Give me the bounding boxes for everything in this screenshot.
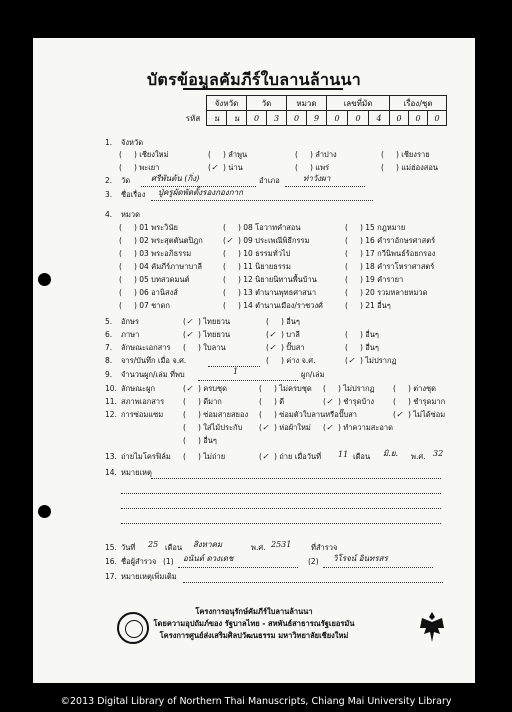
language-option-checked[interactable]: (✓ ) บาลี bbox=[266, 330, 300, 339]
surveyor-label: ชื่อผู้สำรวจ bbox=[121, 557, 157, 566]
code-cell: 3 bbox=[267, 111, 287, 126]
code-cell: 0 bbox=[428, 111, 447, 126]
script-option-checked[interactable]: (✓ ) ไทยยวน bbox=[183, 317, 231, 326]
section-14-number: 14. bbox=[105, 468, 117, 477]
repair-option-checked[interactable]: (✓ ) ไม่ได้ซ่อม bbox=[393, 410, 446, 419]
title-field-line bbox=[151, 200, 373, 201]
category-option[interactable]: ( ) 20 รวมหลายหมวด bbox=[345, 288, 428, 297]
code-cell: น bbox=[207, 111, 227, 126]
surveyor-first-value[interactable]: อนันต์ ดวงเดช bbox=[183, 554, 234, 563]
category-option[interactable]: ( ) 11 นิยายธรรม bbox=[223, 262, 291, 271]
province-option[interactable]: ( ) ลำปาง bbox=[295, 150, 337, 159]
title-field-label: ชื่อเรื่อง bbox=[121, 190, 146, 199]
remarks-line bbox=[151, 478, 441, 479]
category-option[interactable]: ( ) 06 อานิสงส์ bbox=[119, 288, 178, 297]
script-label: อักษร bbox=[121, 317, 140, 326]
category-option[interactable]: ( ) 21 อื่นๆ bbox=[345, 301, 391, 310]
category-label: หมวด bbox=[121, 210, 140, 219]
footer-line-2: โดยความอุปถัมภ์ของ รัฐบาลไทย - สหพันธ์สาธารณรัฐเยอรมัน bbox=[153, 619, 355, 628]
district-line bbox=[285, 186, 365, 187]
code-cell: 4 bbox=[369, 111, 390, 126]
category-option[interactable]: ( ) 12 นิยายนิทานพื้นบ้าน bbox=[223, 275, 317, 284]
section-11-number: 11. bbox=[105, 397, 117, 406]
category-option[interactable]: ( ) 05 บทสวดมนต์ bbox=[119, 275, 190, 284]
completeness-label: ลักษณะผูก bbox=[121, 384, 156, 393]
category-option[interactable]: ( ) 10 ธรรมทั่วไป bbox=[223, 249, 291, 258]
category-option[interactable]: ( ) 18 คำราโหราศาสตร์ bbox=[345, 262, 435, 271]
title-underline bbox=[183, 88, 343, 90]
language-label: ภาษา bbox=[121, 330, 140, 339]
language-option-checked[interactable]: (✓ ) ไทยยวน bbox=[183, 330, 231, 339]
document-type-option[interactable]: ( ) อื่นๆ bbox=[345, 343, 379, 352]
repair-option-checked[interactable]: (✓ ) ห่อผ้าใหม่ bbox=[259, 423, 311, 432]
microfilm-option[interactable]: ( ) ไม่ถ่าย bbox=[183, 452, 226, 461]
completeness-option[interactable]: ( ) ต่างชุด bbox=[393, 384, 436, 393]
category-option[interactable]: ( ) 02 พระสุตตันตปิฎก bbox=[119, 236, 203, 245]
code-cell: 0 bbox=[390, 111, 409, 126]
category-option[interactable]: ( ) 16 คำราอักษรศาสตร์ bbox=[345, 236, 436, 245]
code-cell: 0 bbox=[409, 111, 428, 126]
completeness-option[interactable]: ( ) ไม่ปรากฏ bbox=[323, 384, 375, 393]
category-option[interactable]: ( ) 03 พระอภิธรรม bbox=[119, 249, 192, 258]
survey-date-suffix: ที่สำรวจ bbox=[311, 543, 338, 552]
eagle-emblem-icon bbox=[416, 610, 448, 646]
code-cell: 0 bbox=[247, 111, 267, 126]
script-option[interactable]: ( ) อื่นๆ bbox=[266, 317, 300, 326]
repair-label: การซ่อมแซม bbox=[121, 410, 164, 419]
repair-option[interactable]: ( ) ซ่อมสายสยอง bbox=[183, 410, 249, 419]
code-cell: 0 bbox=[348, 111, 369, 126]
repair-option[interactable]: ( ) ใส่ไม้ประกับ bbox=[183, 423, 243, 432]
category-option[interactable]: ( ) 07 ชาดก bbox=[119, 301, 170, 310]
survey-month-label: เดือน bbox=[165, 543, 183, 552]
section-1-label: จังหวัด bbox=[121, 138, 144, 147]
surveyor-first-line bbox=[178, 567, 298, 568]
district-label: อำเภอ bbox=[259, 176, 280, 185]
code-header-title: เรื่อง/ชุด bbox=[390, 96, 447, 111]
condition-label: สภาพเอกสาร bbox=[121, 397, 165, 406]
punch-hole-bottom bbox=[38, 505, 51, 518]
code-header-province: จังหวัด bbox=[207, 96, 247, 111]
code-cell: น bbox=[227, 111, 247, 126]
temple-line bbox=[141, 186, 256, 187]
microfilm-year-value[interactable]: 32 bbox=[433, 449, 444, 458]
code-cell: 0 bbox=[327, 111, 348, 126]
remarks-line bbox=[121, 523, 441, 524]
microfilm-year-label: พ.ศ. bbox=[411, 452, 426, 461]
title-field-value[interactable]: ปู่ครูผัดพัดตั้งรองกองกาก bbox=[158, 188, 243, 197]
repair-option[interactable]: ( ) อื่นๆ bbox=[183, 436, 217, 445]
remarks-label: หมายเหตุ bbox=[121, 468, 152, 477]
extra-remarks-line bbox=[183, 582, 443, 583]
inscription-date-option-checked[interactable]: (✓ ) ไม่ปรากฏ bbox=[345, 356, 397, 365]
province-option[interactable]: ( ) เชียงราย bbox=[381, 150, 430, 159]
section-17-number: 17. bbox=[105, 572, 117, 581]
temple-value[interactable]: ศรีพันต้น (กิ่ง) bbox=[151, 174, 200, 183]
category-option[interactable]: ( ) 14 ตำนานเมือง/ราชวงศ์ bbox=[223, 301, 323, 310]
section-2-number: 2. bbox=[105, 176, 113, 185]
survey-card bbox=[33, 38, 475, 683]
survey-month-value[interactable]: สิงหาคม bbox=[193, 540, 223, 549]
inscription-date-label: จาร/บันทึก เมื่อ จ.ศ. bbox=[121, 356, 187, 365]
inscription-date-option[interactable]: ( ) ค่าง จ.ศ. bbox=[266, 356, 316, 365]
section-13-number: 13. bbox=[105, 452, 117, 461]
extra-remarks-label: หมายเหตุเพิ่มเติม bbox=[121, 572, 177, 581]
footer-line-1: โครงการอนุรักษ์คัมภีร์ใบลานล้านนา bbox=[195, 607, 313, 616]
repair-option-checked[interactable]: (✓ ) ทำความสะอาด bbox=[323, 423, 393, 432]
condition-option[interactable]: ( ) ดีมาก bbox=[183, 397, 222, 406]
survey-year-label: พ.ศ. bbox=[251, 543, 266, 552]
document-type-label: ลักษณะเอกสาร bbox=[121, 343, 171, 352]
province-option[interactable]: ( ) เชียงใหม่ bbox=[119, 150, 169, 159]
section-15-number: 15. bbox=[105, 543, 117, 552]
province-option[interactable]: ( ) ลำพูน bbox=[208, 150, 248, 159]
copyright-caption: ©2013 Digital Library of Northern Thai Manuscripts, Chiang Mai University Library bbox=[60, 696, 452, 707]
province-option[interactable]: ( ) พะเยา bbox=[119, 163, 160, 172]
surveyor-first-index: (1) bbox=[163, 557, 174, 566]
temple-label: วัด bbox=[121, 176, 131, 185]
code-cell: 0 bbox=[287, 111, 307, 126]
section-5-number: 5. bbox=[105, 317, 113, 326]
condition-option-checked[interactable]: (✓ ) ชำรุดบ้าง bbox=[323, 397, 375, 406]
category-option-checked[interactable]: (✓ ) 09 ประเพณีพิธีกรรม bbox=[223, 236, 310, 245]
section-8-number: 8. bbox=[105, 356, 113, 365]
microfilm-month-value[interactable]: มิ.ย. bbox=[383, 449, 399, 458]
survey-year-value[interactable]: 2531 bbox=[271, 540, 292, 549]
document-type-option[interactable]: ( ) ใบลาน bbox=[183, 343, 226, 352]
category-option[interactable]: ( ) 13 ตำนานพุทธศาสนา bbox=[223, 288, 317, 297]
surveyor-second-value[interactable]: วิโรจน์ อินทรสร bbox=[333, 554, 388, 563]
section-1-number: 1. bbox=[105, 138, 113, 147]
code-table bbox=[180, 95, 447, 126]
condition-option[interactable]: ( ) ดี bbox=[259, 397, 285, 406]
university-seal-icon bbox=[117, 612, 149, 644]
bundle-count-line bbox=[198, 380, 298, 381]
survey-date-label: วันที่ bbox=[121, 543, 136, 552]
section-7-number: 7. bbox=[105, 343, 113, 352]
language-option[interactable]: ( ) อื่นๆ bbox=[345, 330, 379, 339]
section-9-number: 9. bbox=[105, 370, 113, 379]
remarks-line bbox=[121, 493, 441, 494]
category-option[interactable]: ( ) 01 พระวินัย bbox=[119, 223, 178, 232]
footer-line-3: โครงการศูนย์ส่งเสริมศิลปวัฒนธรรม มหาวิทยาลัยเชียงใหม่ bbox=[159, 631, 349, 640]
province-option[interactable]: ( ) แพร่ bbox=[295, 163, 330, 172]
section-12-number: 12. bbox=[105, 410, 117, 419]
completeness-option[interactable]: ( ) ไม่ครบชุด bbox=[259, 384, 312, 393]
bundle-count-suffix: ผูก/เล่ม bbox=[301, 370, 325, 379]
survey-day[interactable]: 25 bbox=[148, 540, 159, 549]
code-header-temple: วัด bbox=[247, 96, 287, 111]
province-option[interactable]: ( ) แม่ฮ่องสอน bbox=[381, 163, 438, 172]
section-6-number: 6. bbox=[105, 330, 113, 339]
document-type-option-checked[interactable]: (✓ ) ปั๊บสา bbox=[266, 343, 305, 352]
completeness-option-checked[interactable]: (✓ ) ครบชุด bbox=[183, 384, 228, 393]
section-3-number: 3. bbox=[105, 190, 113, 199]
microfilm-label: ถ่ายไมโครฟิล์ม bbox=[121, 452, 171, 461]
card-title: บัตรข้อมูลคัมภีร์ใบลานล้านนา bbox=[146, 70, 362, 89]
category-option[interactable]: ( ) 04 คัมภีร์ภาษาบาลี bbox=[119, 262, 202, 271]
microfilm-day[interactable]: 11 bbox=[338, 450, 349, 459]
bundle-count-value[interactable]: 1 bbox=[233, 367, 239, 376]
code-row-label: รหัส bbox=[185, 113, 201, 123]
category-option[interactable]: ( ) 08 โอวาทคำสอน bbox=[223, 223, 301, 232]
microfilm-month-label: เดือน bbox=[353, 452, 371, 461]
remarks-line bbox=[121, 508, 441, 509]
bundle-count-label: จำนวนผูก/เล่ม ที่พบ bbox=[121, 370, 185, 379]
section-10-number: 10. bbox=[105, 384, 117, 393]
microfilm-option-checked[interactable]: (✓ ) ถ่าย เมื่อวันที่ bbox=[259, 452, 322, 461]
section-4-number: 4. bbox=[105, 210, 113, 219]
code-cell: 9 bbox=[307, 111, 327, 126]
district-value[interactable]: ท่าวังผา bbox=[303, 174, 331, 183]
category-option[interactable]: ( ) 15 กฎหมาย bbox=[345, 223, 406, 232]
repair-option[interactable]: ( ) ซ่อมตัวใบลานหรือปั๊บสา bbox=[259, 410, 358, 419]
condition-option[interactable]: ( ) ชำรุดมาก bbox=[393, 397, 446, 406]
category-option[interactable]: ( ) 17 กวีนิพนธ์ร้อยกรอง bbox=[345, 249, 436, 258]
category-option[interactable]: ( ) 19 คำรายา bbox=[345, 275, 404, 284]
surveyor-second-index: (2) bbox=[308, 557, 319, 566]
section-16-number: 16. bbox=[105, 557, 117, 566]
code-header-bundle: เลขที่มัด bbox=[327, 96, 390, 111]
punch-hole-top bbox=[38, 273, 51, 286]
province-option-checked[interactable]: (✓ ) น่าน bbox=[208, 163, 243, 172]
surveyor-second-line bbox=[323, 567, 433, 568]
code-header-category: หมวด bbox=[287, 96, 327, 111]
